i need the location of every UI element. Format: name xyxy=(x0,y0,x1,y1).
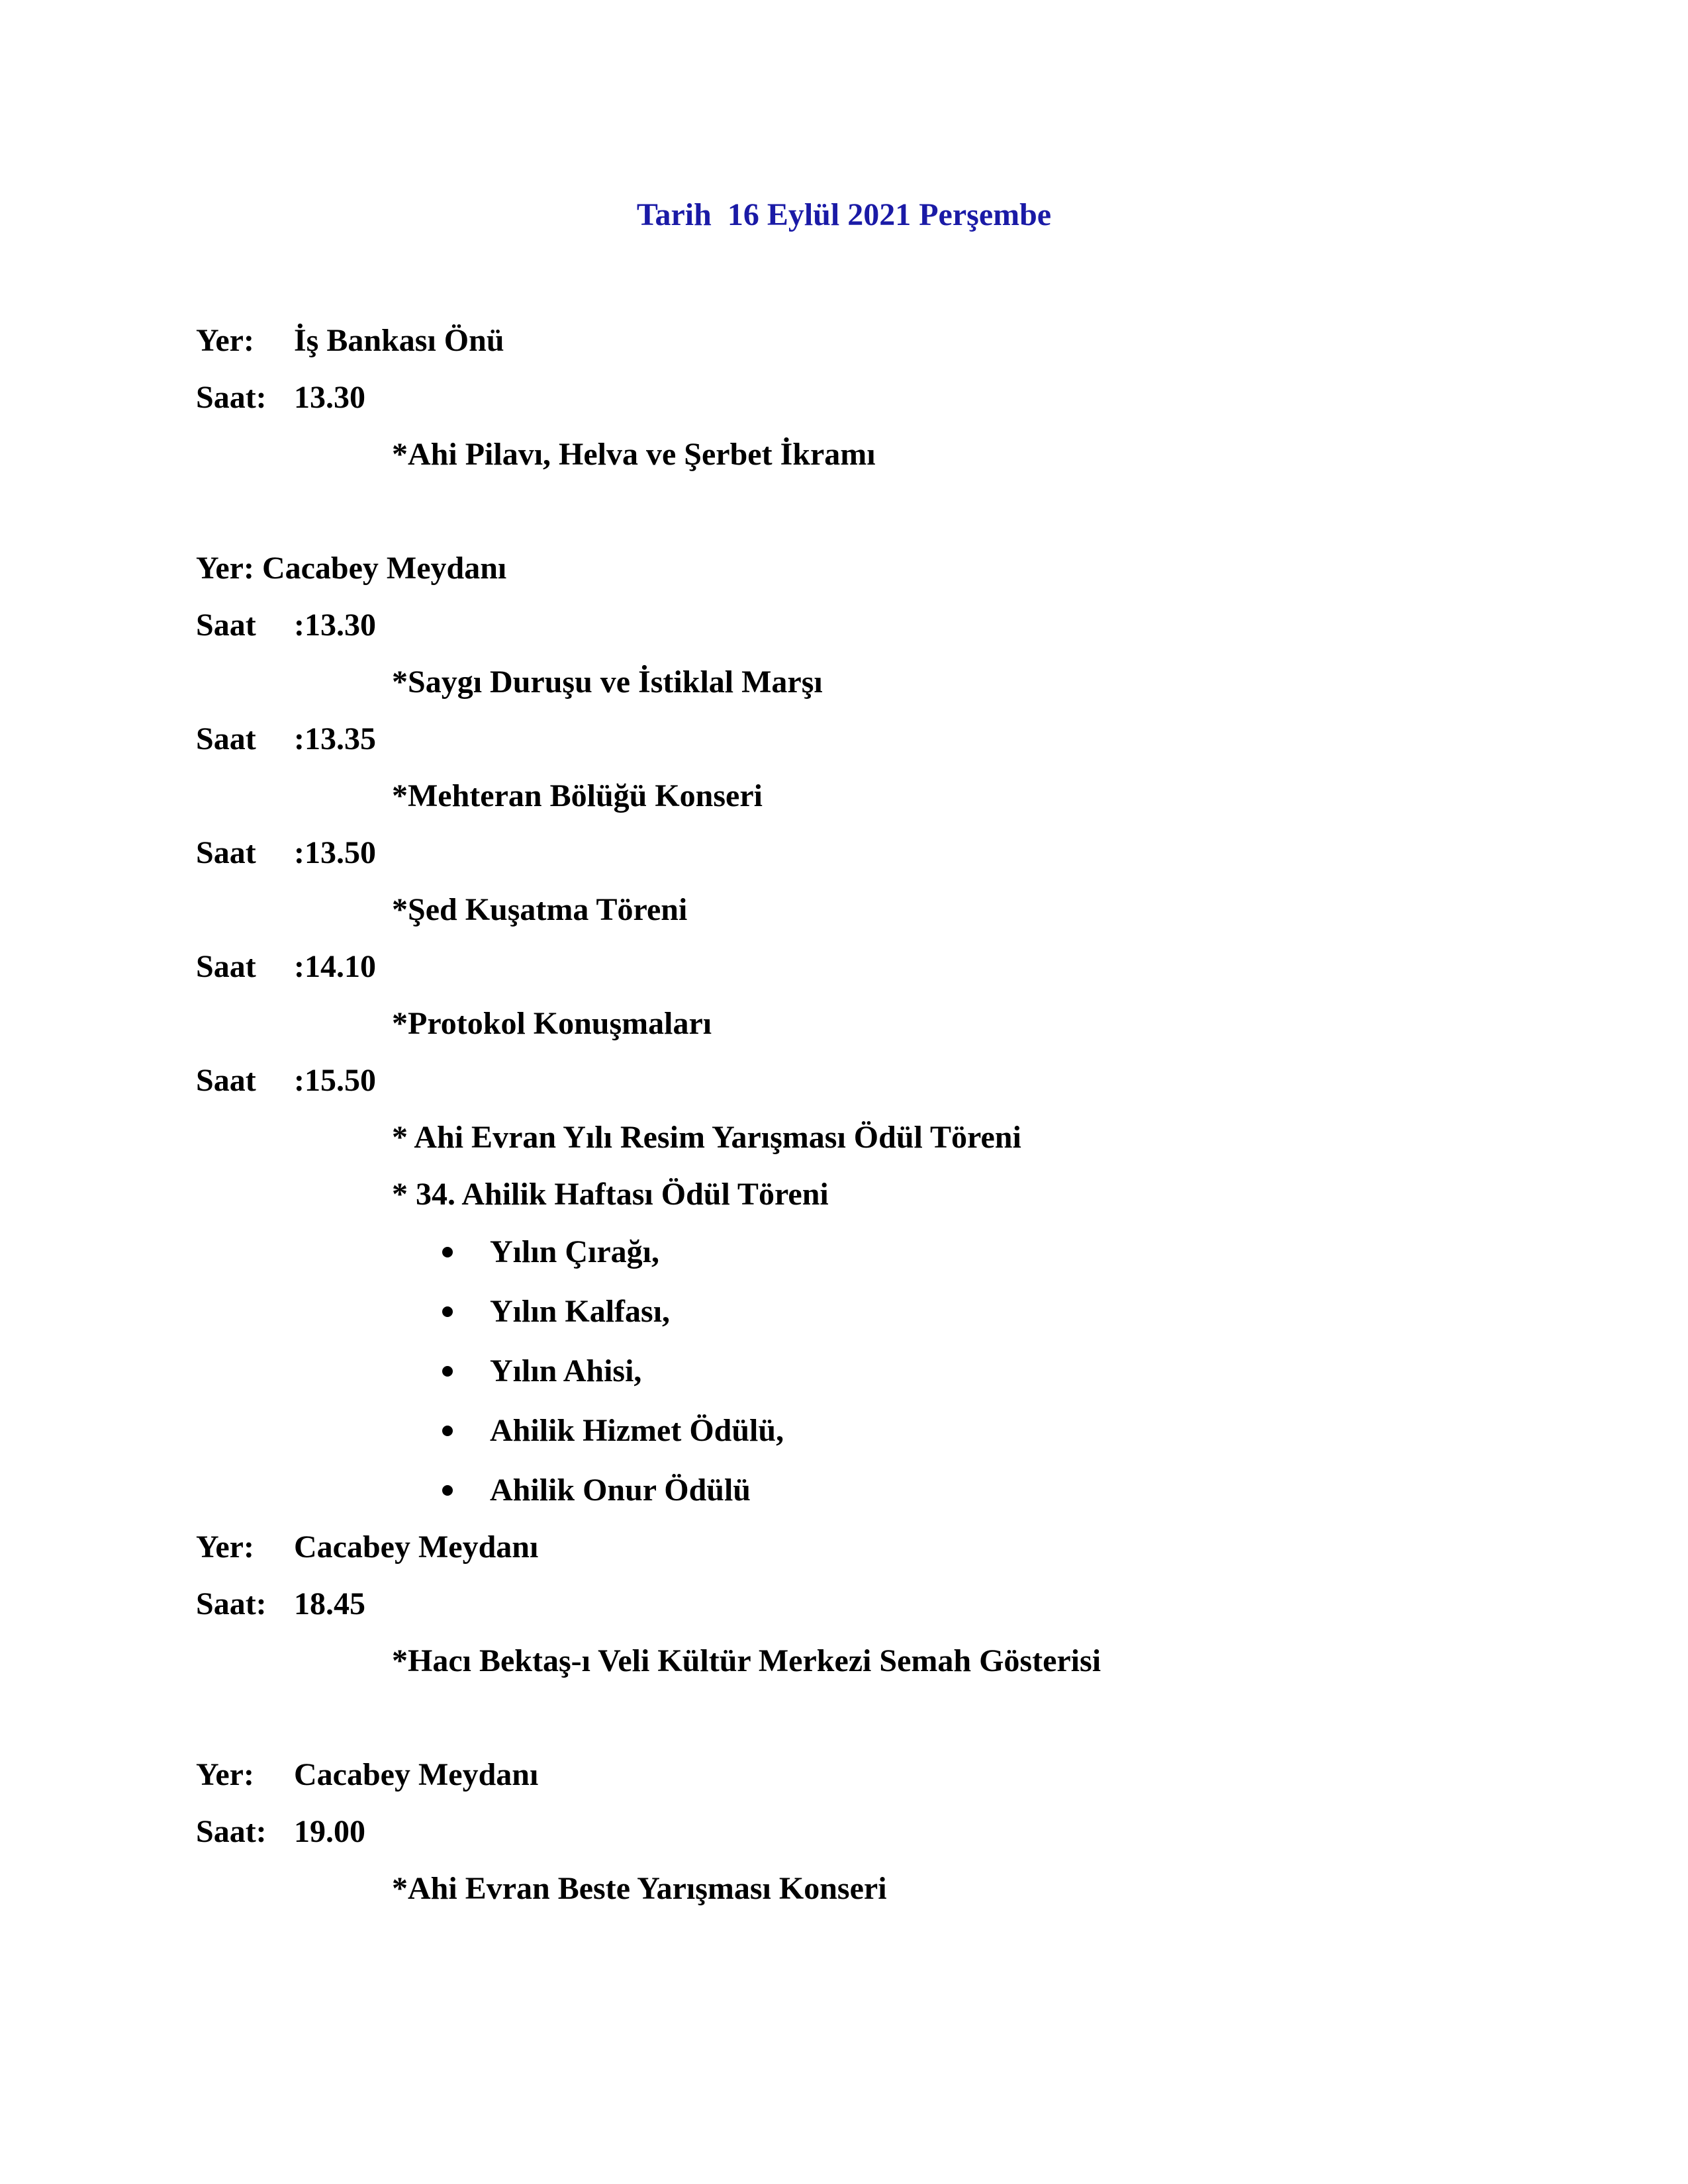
bullet-dot-icon xyxy=(442,1485,453,1496)
s3-event: *Hacı Bektaş-ı Veli Kültür Merkezi Semah Gösterisi xyxy=(392,1643,1102,1678)
s2-saat-label-1: Saat xyxy=(196,608,256,643)
bullet-dot-icon xyxy=(442,1366,453,1377)
s1-yer-label: Yer: xyxy=(196,323,254,358)
s2-time-4: :14.10 xyxy=(294,949,376,984)
s2-event-5: * Ahi Evran Yılı Resim Yarışması Ödül Töreni xyxy=(392,1120,1021,1155)
s2-event-2: *Mehteran Bölüğü Konseri xyxy=(392,778,763,813)
page-title: Tarih 16 Eylül 2021 Perşembe xyxy=(636,197,1052,232)
bullet-item-5: Ahilik Onur Ödülü xyxy=(490,1473,751,1508)
s4-saat-label: Saat: xyxy=(196,1814,267,1849)
s2-saat-label-4: Saat xyxy=(196,949,256,984)
s3-yer-value: Cacabey Meydanı xyxy=(294,1529,539,1565)
s1-saat-value: 13.30 xyxy=(294,380,365,415)
s1-event: *Ahi Pilavı, Helva ve Şerbet İkramı xyxy=(392,437,876,472)
s2-event-1: *Saygı Duruşu ve İstiklal Marşı xyxy=(392,664,823,700)
s4-yer-value: Cacabey Meydanı xyxy=(294,1757,539,1792)
bullet-item-1: Yılın Çırağı, xyxy=(490,1234,660,1269)
bullet-dot-icon xyxy=(442,1426,453,1436)
s2-event-3: *Şed Kuşatma Töreni xyxy=(392,892,688,927)
s2-time-3: :13.50 xyxy=(294,835,376,870)
s2-yer: Yer: Cacabey Meydanı xyxy=(196,551,507,586)
s2-time-5: :15.50 xyxy=(294,1063,376,1098)
s2-extra-event: * 34. Ahilik Haftası Ödül Töreni xyxy=(392,1177,829,1212)
s4-event: *Ahi Evran Beste Yarışması Konseri xyxy=(392,1871,887,1906)
s3-saat-label: Saat: xyxy=(196,1586,267,1621)
s3-saat-value: 18.45 xyxy=(294,1586,365,1621)
s3-yer-label: Yer: xyxy=(196,1529,254,1565)
s1-saat-label: Saat: xyxy=(196,380,267,415)
s2-time-1: :13.30 xyxy=(294,608,376,643)
bullet-dot-icon xyxy=(442,1247,453,1257)
s2-saat-label-3: Saat xyxy=(196,835,256,870)
s2-time-2: :13.35 xyxy=(294,721,376,756)
bullet-dot-icon xyxy=(442,1306,453,1317)
bullet-item-4: Ahilik Hizmet Ödülü, xyxy=(490,1413,784,1448)
s4-yer-label: Yer: xyxy=(196,1757,254,1792)
s4-saat-value: 19.00 xyxy=(294,1814,365,1849)
s2-saat-label-2: Saat xyxy=(196,721,256,756)
s2-saat-label-5: Saat xyxy=(196,1063,256,1098)
bullet-item-3: Yılın Ahisi, xyxy=(490,1353,642,1388)
s1-yer-value: İş Bankası Önü xyxy=(294,323,504,358)
bullet-item-2: Yılın Kalfası, xyxy=(490,1294,671,1329)
s2-event-4: *Protokol Konuşmaları xyxy=(392,1006,712,1041)
